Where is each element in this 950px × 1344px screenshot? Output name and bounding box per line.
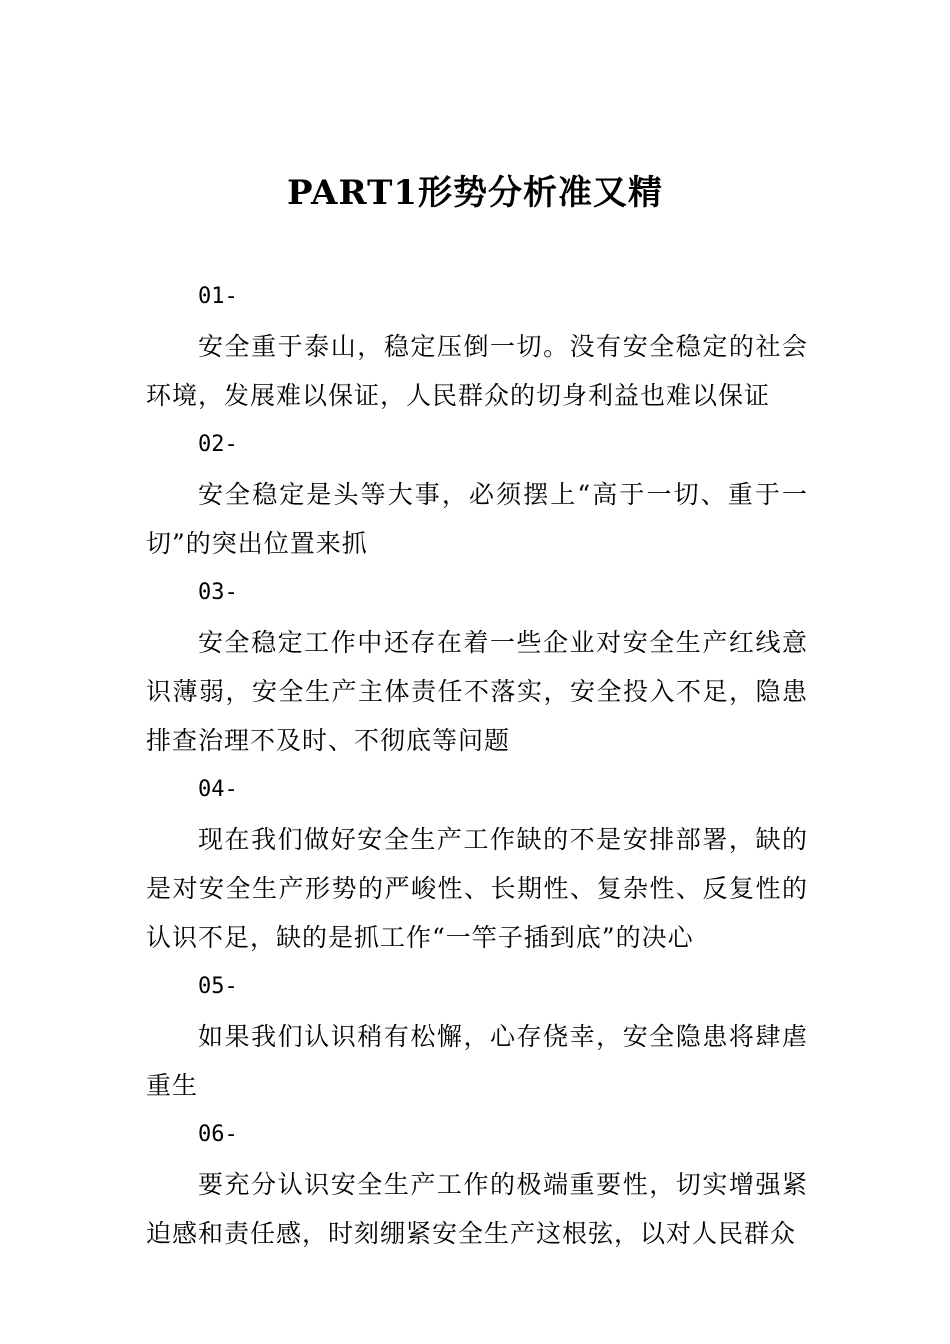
item-number: 01-	[198, 284, 238, 309]
document-title: PART1形势分析准又精	[286, 173, 664, 213]
item-number: 04-	[198, 777, 238, 802]
item-paragraph: 要充分认识安全生产工作的极端重要性，切实增强紧迫感和责任感，时刻绷紧安全生产这根弦，以对人民群众	[146, 1170, 808, 1248]
item-paragraph: 如果我们认识稍有松懈，心存侥幸，安全隐患将肆虐重生	[146, 1022, 808, 1100]
item-paragraph: 安全重于泰山，稳定压倒一切。没有安全稳定的社会环境，发展难以保证，人民群众的切身利益也难以保证	[146, 332, 808, 410]
item-number: 03-	[198, 580, 238, 605]
item-paragraph: 安全稳定是头等大事，必须摆上“高于一切、重于一切”的突出位置来抓	[146, 480, 808, 558]
item-number: 06-	[198, 1122, 238, 1147]
document-body	[146, 272, 808, 1258]
item-paragraph: 安全稳定工作中还存在着一些企业对安全生产红线意识薄弱，安全生产主体责任不落实，安全投入不足，隐患排查治理不及时、不彻底等问题	[146, 628, 808, 755]
item-number: 02-	[198, 432, 238, 457]
item-paragraph: 现在我们做好安全生产工作缺的不是安排部署，缺的是对安全生产形势的严峻性、长期性、复杂性、反复性的认识不足，缺的是抓工作“一竿子插到底”的决心	[146, 825, 808, 952]
item-number: 05-	[198, 974, 238, 999]
